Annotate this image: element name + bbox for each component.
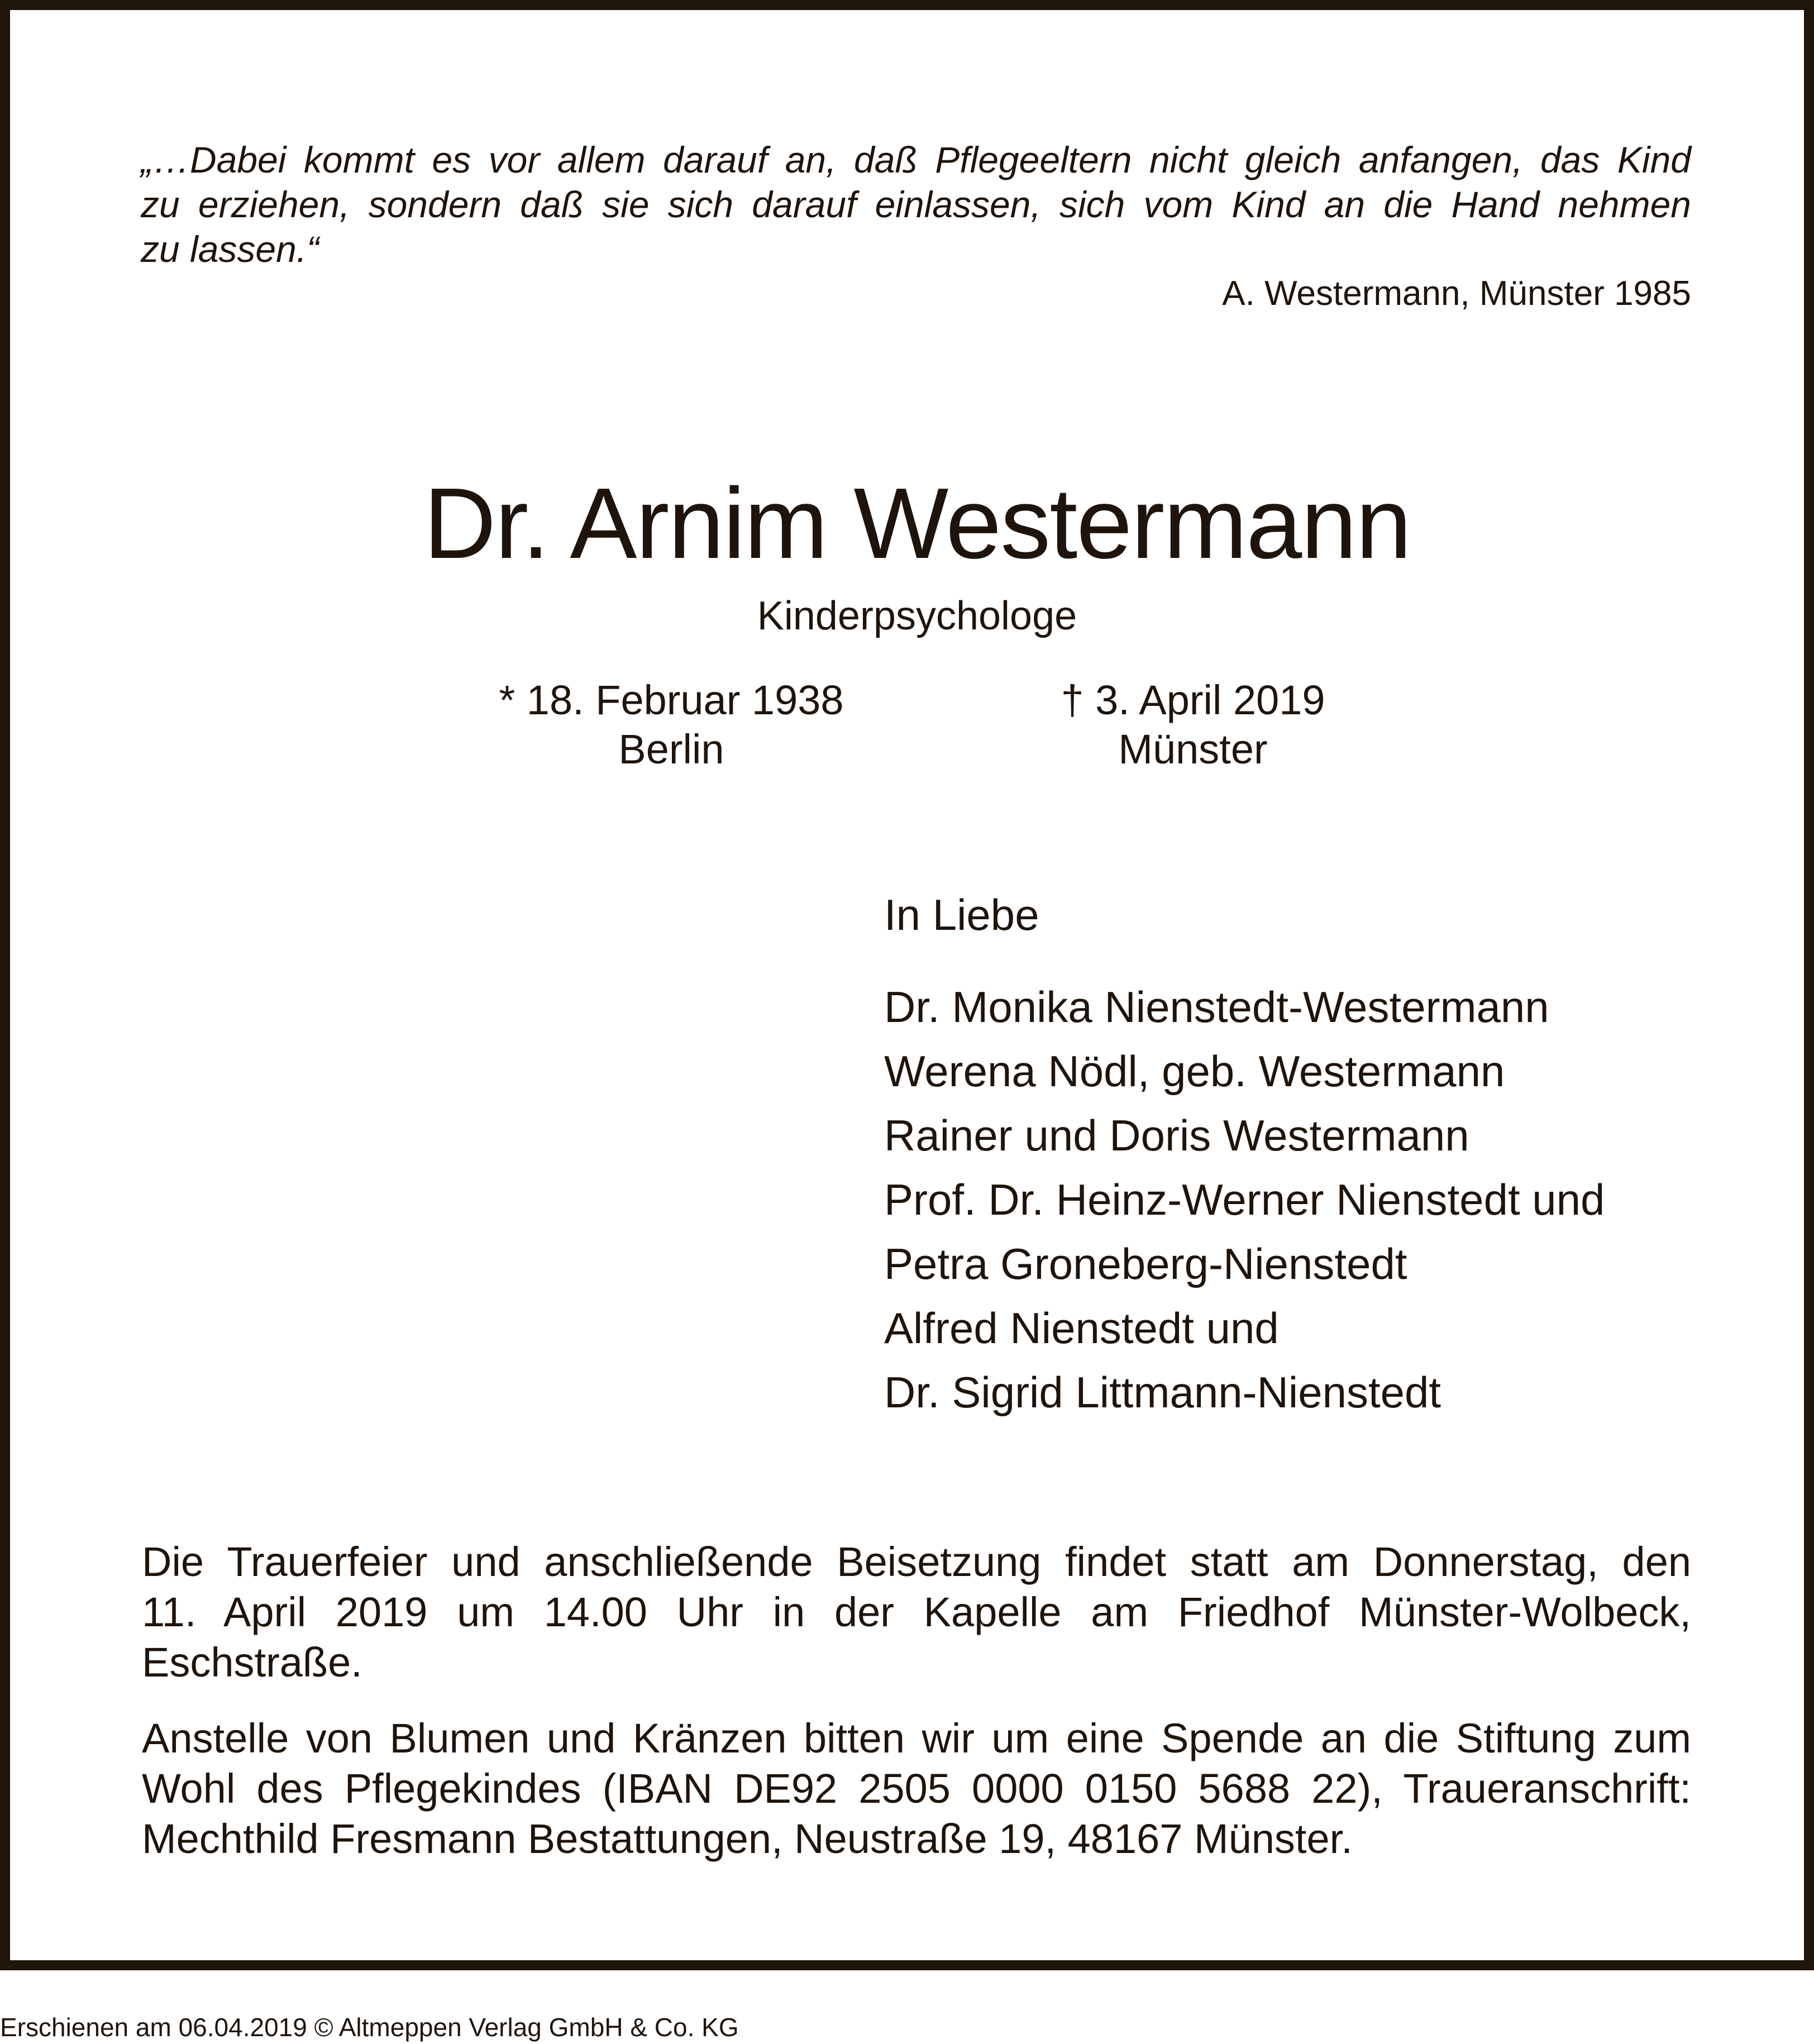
death-date: † 3. April 2019 [1061,677,1325,723]
funeral-notice [142,1537,1691,1688]
mourners-intro: In Liebe [884,890,1039,939]
donation-notice-line: Wohl des Pflegekindes (IBAN DE92 2505 0000 0150 5688 22), Traueranschrift: [142,1765,1691,1812]
funeral-notice-line: Eschstraße. [142,1639,362,1685]
mourner-name: Werena Nödl, geb. Westermann [884,1047,1505,1096]
deceased-name: Dr. Arnim Westermann [423,467,1411,580]
donation-notice-line: Anstelle von Blumen und Kränzen bitten wir um eine Spende an die Stiftung zum [142,1715,1691,1761]
birth-info [420,676,923,774]
quote-line: zu lassen.“ [141,228,319,270]
death-place: Münster [1118,726,1268,772]
quote-line: zu erziehen, sondern daß sie sich darauf einlassen, sich vom Kind an die Hand nehmen [141,184,1691,225]
mourner-name: Dr. Monika Nienstedt-Westermann [884,982,1549,1031]
mourner-name: Petra Groneberg-Nienstedt [884,1239,1407,1288]
quote-line: „…Dabei kommt es vor allem darauf an, daß Pflegeeltern nicht gleich anfangen, das Kind [141,139,1691,180]
mourner-name: Prof. Dr. Heinz-Werner Nienstedt und [884,1175,1605,1224]
donation-notice [142,1713,1691,1864]
funeral-notice-line: Die Trauerfeier und anschließende Beisetzung findet statt am Donnerstag, den [142,1539,1691,1585]
mourner-name: Alfred Nienstedt und [884,1303,1279,1353]
birth-place: Berlin [618,726,724,772]
mourners-list [884,887,1605,1425]
death-info [942,676,1444,774]
publication-footer: Erschienen am 06.04.2019 © Altmeppen Verlag GmbH & Co. KG [0,2013,739,2042]
deceased-profession: Kinderpsychologe [757,594,1077,638]
donation-notice-line: Mechthild Fresmann Bestattungen, Neustraße 19, 48167 Münster. [142,1816,1353,1862]
mourner-name: Rainer und Doris Westermann [884,1111,1469,1160]
birth-date: * 18. Februar 1938 [499,677,844,723]
mourner-name: Dr. Sigrid Littmann-Nienstedt [884,1368,1441,1417]
quote [141,137,1691,271]
funeral-notice-line: 11. April 2019 um 14.00 Uhr in der Kapelle am Friedhof Münster-Wolbeck, [142,1589,1691,1635]
quote-source: A. Westermann, Münster 1985 [1222,274,1691,313]
